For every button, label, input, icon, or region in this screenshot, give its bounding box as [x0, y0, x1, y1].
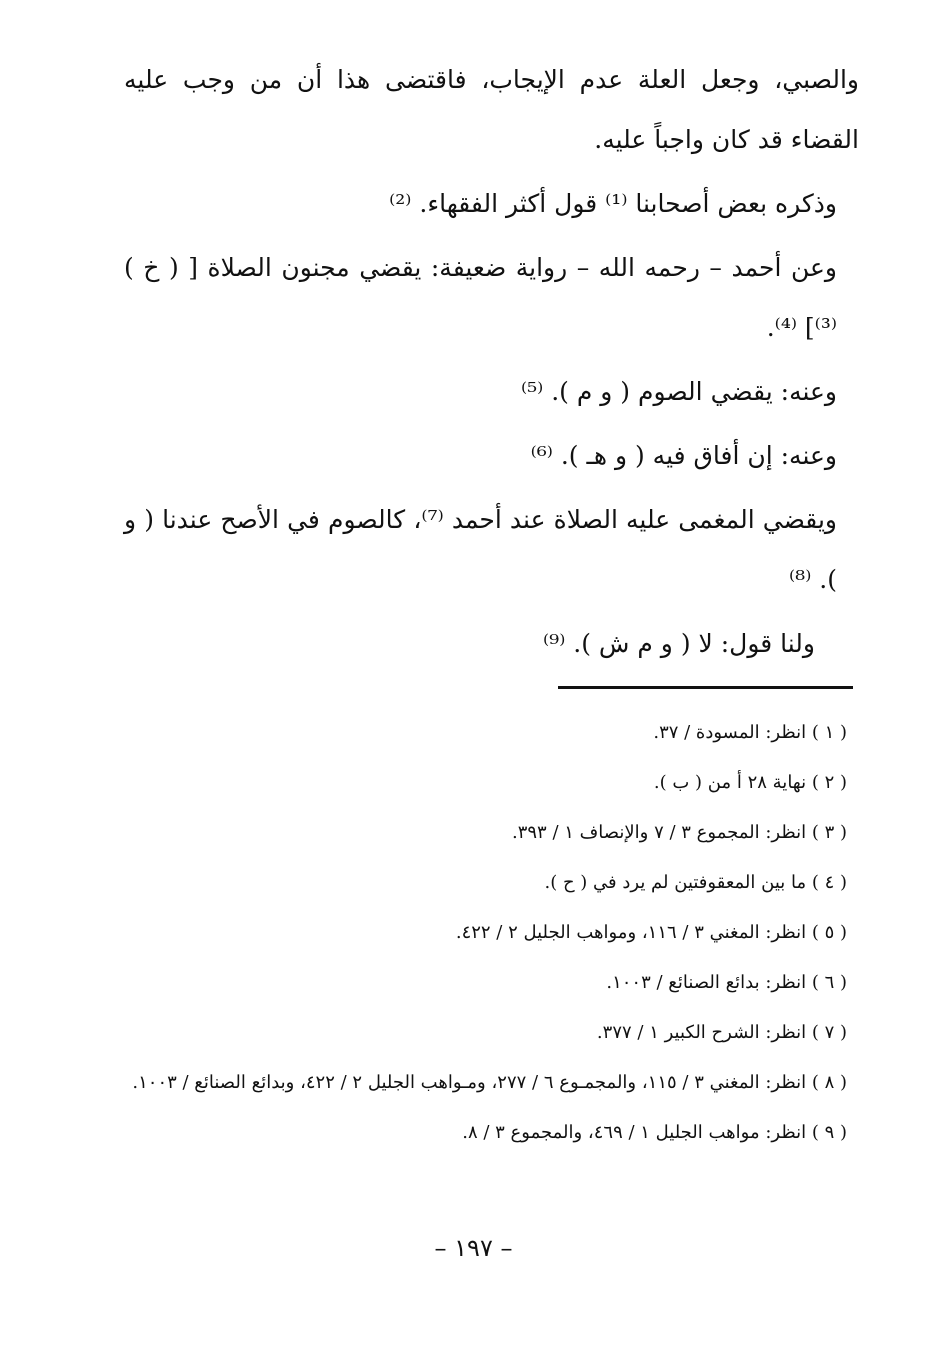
- footnote: ( ٩ ) انظر: مواهب الجليل ١ / ٤٦٩، والمجموع ٣ / ٨.: [462, 1122, 847, 1143]
- page-number: – ١٩٧ –: [434, 1234, 513, 1262]
- footnote: ( ٤ ) ما بين المعقوفتين لم يرد في ( ح ).: [544, 872, 847, 893]
- footnote: ( ٨ ) انظر: المغني ٣ / ١١٥، والمجمـوع ٦ / ٢٧٧، ومـواهب الجليل ٢ / ٤٢٢، وبدائع الصنائع / ١٠٠٣.: [132, 1072, 847, 1093]
- footnote: ( ٢ ) نهاية ٢٨ أ من ( ب ).: [653, 772, 847, 793]
- footnotes: [117, 708, 847, 1158]
- footnote: ( ٣ ) انظر: المجموع ٣ / ٧ والإنصاف ١ / ٣٩٣.: [511, 822, 847, 843]
- footnote: ( ١ ) انظر: المسودة / ٣٧.: [653, 722, 847, 743]
- paragraph: ويقضي المغمى عليه الصلاة عند أحمد ⁽⁷⁾، كالصوم في الأصح عندنا ( و ). ⁽⁸⁾: [124, 505, 837, 594]
- footnote: ( ٦ ) انظر: بدائع الصنائع / ١٠٠٣.: [606, 972, 847, 993]
- footnote: ( ٥ ) انظر: المغني ٣ / ١١٦، ومواهب الجليل ٢ / ٤٢٢.: [455, 922, 847, 943]
- footnote-separator: [558, 686, 853, 689]
- paragraph: وعنه: يقضي الصوم ( و م ). ⁽⁵⁾: [520, 377, 837, 406]
- footnote: ( ٧ ) انظر: الشرح الكبير ١ / ٣٧٧.: [596, 1022, 847, 1043]
- paragraph: والصبي، وجعل العلة عدم الإيجاب، فاقتضى هذا أن من وجب عليه القضاء قد كان واجباً عليه.: [124, 65, 859, 154]
- main-text: [124, 50, 859, 674]
- paragraph: وعن أحمد – رحمه الله – رواية ضعيفة: يقضي مجنون الصلاة [ ( خ ) ⁽³⁾] ⁽⁴⁾.: [124, 253, 837, 342]
- paragraph: وذكره بعض أصحابنا ⁽¹⁾ قول أكثر الفقهاء. ⁽²⁾: [389, 189, 837, 218]
- paragraph: ولنا قول: لا ( و م ش ). ⁽⁹⁾: [543, 629, 815, 658]
- paragraph: وعنه: إن أفاق فيه ( و هـ ). ⁽⁶⁾: [530, 441, 837, 470]
